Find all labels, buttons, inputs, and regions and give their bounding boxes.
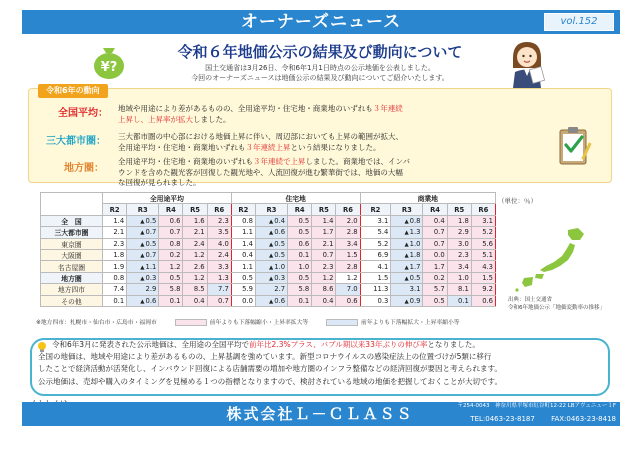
table-cell: 0.1 xyxy=(103,295,127,306)
region-text-line xyxy=(118,143,550,154)
table-cell: 0.2 xyxy=(423,272,447,283)
land-price-table xyxy=(40,192,496,307)
legend-label-decrease: 前年よりも下落幅拡大・上昇率縮小等 xyxy=(361,320,460,326)
table-year-header-cell: R5 xyxy=(447,204,471,215)
source-line: 令和6年地価公示「地価変動率の推移」 xyxy=(508,305,606,311)
table-cell: 2.8 xyxy=(336,227,360,238)
table-row-label: その他 xyxy=(41,295,103,306)
table-cell: ▲1.8 xyxy=(391,249,423,260)
negative-marker-icon: ▲ xyxy=(140,298,145,305)
japan-map-illustration xyxy=(512,226,592,292)
summary-line xyxy=(38,376,598,387)
table-cell: 1.5 xyxy=(336,249,360,260)
table-cell: 2.3 xyxy=(207,215,231,226)
table-cell: 1.5 xyxy=(360,272,391,283)
table-corner-cell xyxy=(41,193,103,216)
region-text-national xyxy=(118,104,550,125)
table-cell: 3.4 xyxy=(336,238,360,249)
table-year-header-cell: R6 xyxy=(471,204,495,215)
table-cell: 8.5 xyxy=(183,284,207,295)
table-cell: 0.8 xyxy=(159,238,183,249)
table-cell: 1.2 xyxy=(336,272,360,283)
summary-line xyxy=(52,339,592,350)
svg-text:¥?: ¥? xyxy=(100,60,118,75)
table-cell: 0.5 xyxy=(231,272,255,283)
region-text: 地域や用途により差があるものの、全用途平均・住宅地・商業地のいずれも xyxy=(118,104,373,113)
table-cell: 2.1 xyxy=(183,227,207,238)
legend-swatch-increase xyxy=(175,319,207,326)
table-cell: ▲0.5 xyxy=(255,249,287,260)
businesswoman-illustration xyxy=(505,38,549,88)
region-label-national: 全国平均： xyxy=(58,108,108,119)
table-row xyxy=(41,261,496,272)
region-text-local xyxy=(118,157,550,189)
region-text: 全用途平均・住宅地・商業地のいずれも xyxy=(118,157,253,166)
negative-marker-icon: ▲ xyxy=(140,275,145,282)
negative-marker-icon: ▲ xyxy=(404,264,409,271)
region-text-line xyxy=(118,132,550,143)
summary-text: 令和6年3月に発表された公示地価は、全用途の全国平均で xyxy=(52,340,250,349)
table-cell: 1.2 xyxy=(183,249,207,260)
table-cell: ▲0.4 xyxy=(255,215,287,226)
table-cell: 1.5 xyxy=(471,272,495,283)
table-cell: 5.8 xyxy=(159,284,183,295)
table-cell: 5.2 xyxy=(360,238,391,249)
table-cell: 3.1 xyxy=(391,284,423,295)
table-cell: 0.7 xyxy=(423,238,447,249)
table-year-header-cell: R3 xyxy=(391,204,423,215)
legend-label-increase: 前年よりも下落幅縮小・上昇率拡大等 xyxy=(209,320,309,326)
table-cell: ▲0.5 xyxy=(391,272,423,283)
negative-marker-icon: ▲ xyxy=(404,298,409,305)
region-text-line xyxy=(118,157,550,168)
negative-marker-icon: ▲ xyxy=(140,264,145,271)
table-cell: 0.1 xyxy=(288,249,312,260)
table-cell: ▲0.6 xyxy=(255,295,287,306)
table-cell: 0.4 xyxy=(231,249,255,260)
region-label-metro: 三大都市圏： xyxy=(46,136,106,147)
land-price-grid xyxy=(40,192,496,307)
table-row xyxy=(41,227,496,238)
table-row-label: 地方圏 xyxy=(41,272,103,283)
table-cell: 1.2 xyxy=(183,272,207,283)
section-tag: 令和6年の動向 xyxy=(38,84,108,98)
table-cell: ▲0.5 xyxy=(127,238,159,249)
table-cell: 2.1 xyxy=(103,227,127,238)
table-cell: 0.6 xyxy=(471,295,495,306)
table-cell: 0.1 xyxy=(159,295,183,306)
table-cell: 2.6 xyxy=(183,261,207,272)
table-cell: 1.2 xyxy=(159,261,183,272)
table-year-header-cell: R5 xyxy=(183,204,207,215)
table-cell: 0.5 xyxy=(288,215,312,226)
table-year-header-cell: R3 xyxy=(255,204,287,215)
table-cell: 0.0 xyxy=(423,249,447,260)
table-group-header-cell: 商業地 xyxy=(360,193,495,204)
table-row-label: 地方四市 xyxy=(41,284,103,295)
table-cell: ▲1.0 xyxy=(255,261,287,272)
negative-marker-icon: ▲ xyxy=(269,298,274,305)
table-cell: 1.8 xyxy=(447,215,471,226)
table-cell: 0.6 xyxy=(159,215,183,226)
negative-marker-icon: ▲ xyxy=(140,230,145,237)
region-text: しました。商業地では、インバ xyxy=(305,157,410,166)
table-cell: 9.2 xyxy=(471,284,495,295)
table-year-header-cell: R2 xyxy=(231,204,255,215)
table-cell: 7.0 xyxy=(336,284,360,295)
table-group-header-cell: 住宅地 xyxy=(231,193,360,204)
fax-number: FAX:0463-23-8418 xyxy=(551,415,616,423)
region-text-line xyxy=(118,168,550,179)
table-cell: 1.4 xyxy=(231,238,255,249)
region-text: という結果になりました。 xyxy=(290,142,381,152)
table-cell: 1.2 xyxy=(312,272,336,283)
table-cell: 1.4 xyxy=(103,215,127,226)
intro-line: 今回のオーナーズニュースは地価公示の結果及び動向についてご紹介いたします。 xyxy=(191,74,449,82)
table-cell: ▲0.5 xyxy=(127,215,159,226)
negative-marker-icon: ▲ xyxy=(404,253,409,260)
table-cell: 3.1 xyxy=(471,215,495,226)
table-cell: 0.6 xyxy=(288,238,312,249)
table-cell: 3.1 xyxy=(360,215,391,226)
table-cell: 1.9 xyxy=(103,261,127,272)
table-cell: ▲0.8 xyxy=(391,215,423,226)
table-cell: 0.4 xyxy=(183,295,207,306)
intro-text xyxy=(150,63,490,83)
table-cell: 0.7 xyxy=(423,227,447,238)
table-row-label: 名古屋圏 xyxy=(41,261,103,272)
table-cell: 2.4 xyxy=(207,249,231,260)
table-cell: 1.0 xyxy=(288,261,312,272)
region-text-line xyxy=(118,115,550,126)
region-highlight: ３年連続 xyxy=(372,104,403,113)
table-cell: 8.6 xyxy=(312,284,336,295)
table-cell: ▲0.3 xyxy=(127,272,159,283)
table-group-header xyxy=(41,193,496,204)
table-year-header-cell: R2 xyxy=(103,204,127,215)
clipboard-check-icon xyxy=(555,124,593,168)
table-year-header-cell: R4 xyxy=(159,204,183,215)
table-year-header-cell: R5 xyxy=(312,204,336,215)
table-cell: 1.3 xyxy=(207,272,231,283)
negative-marker-icon: ▲ xyxy=(269,241,274,248)
table-year-header xyxy=(41,204,496,215)
table-cell: 0.5 xyxy=(288,272,312,283)
yen-money-bag-icon xyxy=(90,42,128,80)
table-cell: 2.9 xyxy=(447,227,471,238)
table-cell: 3.4 xyxy=(447,261,471,272)
table-cell: 5.8 xyxy=(288,284,312,295)
table-cell: ▲1.0 xyxy=(391,238,423,249)
table-cell: 1.4 xyxy=(312,215,336,226)
summary-line xyxy=(38,363,598,374)
table-footnote xyxy=(36,319,506,328)
table-cell: ▲0.3 xyxy=(255,272,287,283)
table-cell: 4.1 xyxy=(360,261,391,272)
region-text-line xyxy=(118,104,550,115)
region-text: 三大都市圏の中心部における地価上昇に伴い、周辺部においても上昇の範囲が拡大、 xyxy=(118,132,403,141)
table-year-header-cell: R3 xyxy=(127,204,159,215)
table-cell: 0.7 xyxy=(312,249,336,260)
table-row-label: 全 国 xyxy=(41,215,103,226)
table-row-label: 三大都市圏 xyxy=(41,227,103,238)
negative-marker-icon: ▲ xyxy=(269,264,274,271)
table-cell: ▲0.5 xyxy=(255,238,287,249)
table-cell: ▲1.7 xyxy=(391,261,423,272)
table-cell: 1.8 xyxy=(103,249,127,260)
table-cell: 1.7 xyxy=(312,227,336,238)
table-cell: 3.5 xyxy=(207,227,231,238)
table-cell: 2.8 xyxy=(336,261,360,272)
table-cell: 5.7 xyxy=(423,284,447,295)
negative-marker-icon: ▲ xyxy=(269,230,274,237)
volume-badge: vol.152 xyxy=(544,13,614,31)
table-cell: 2.1 xyxy=(312,238,336,249)
region-text: な回復が見られました。 xyxy=(118,178,201,187)
table-cell: 2.9 xyxy=(127,284,159,295)
table-cell: ▲0.7 xyxy=(127,249,159,260)
negative-marker-icon: ▲ xyxy=(404,275,409,282)
intro-line: 国土交通省は3月26日、令和6年1月1日時点の公示地価を公表しました。 xyxy=(205,64,435,72)
table-year-header-cell: R4 xyxy=(423,204,447,215)
table-cell: 2.3 xyxy=(103,238,127,249)
table-cell: 0.0 xyxy=(231,295,255,306)
negative-marker-icon: ▲ xyxy=(140,253,145,260)
negative-marker-icon: ▲ xyxy=(269,253,274,260)
table-cell: 0.2 xyxy=(159,249,183,260)
table-year-header-cell: R2 xyxy=(360,204,391,215)
region-label-local: 地方圏： xyxy=(64,163,104,174)
negative-marker-icon: ▲ xyxy=(404,218,409,225)
source-note xyxy=(508,296,608,312)
summary-text: 公示地価は、売却や購入のタイミングを見極める１つの指標となりますので、検討されている地域の地価を把握しておくことが大切です。 xyxy=(38,377,502,386)
region-highlight: ３年連続上昇 xyxy=(245,142,291,152)
table-cell: 3.0 xyxy=(447,238,471,249)
table-cell: 5.1 xyxy=(471,249,495,260)
negative-marker-icon: ▲ xyxy=(269,218,274,225)
table-cell: 0.7 xyxy=(159,227,183,238)
table-cell: 0.1 xyxy=(447,295,471,306)
summary-highlight: 前年比2.3%プラス、バブル期以来33年ぶりの伸び率 xyxy=(249,340,428,349)
table-cell: 5.9 xyxy=(231,284,255,295)
table-cell: 0.3 xyxy=(360,295,391,306)
table-cell: 1.0 xyxy=(447,272,471,283)
table-row xyxy=(41,272,496,283)
table-group-header-cell: 全用途平均 xyxy=(103,193,232,204)
negative-marker-icon: ▲ xyxy=(140,218,145,225)
table-cell: ▲1.1 xyxy=(127,261,159,272)
table-cell: 6.9 xyxy=(360,249,391,260)
legend-swatch-decrease xyxy=(326,319,358,326)
table-cell: 0.1 xyxy=(288,295,312,306)
summary-text: となりました。 xyxy=(427,340,480,349)
summary-text: 全国の地価は、地域や用途により差があるものの、上昇基調を強めています。新型コロナウイルスの感染症法上の位置づけが5類に移行 xyxy=(38,352,492,361)
table-cell: ▲0.6 xyxy=(255,227,287,238)
negative-marker-icon: ▲ xyxy=(269,275,274,282)
phone-number[interactable]: TEL:0463-23-8187 xyxy=(470,415,535,423)
table-cell: 2.0 xyxy=(336,215,360,226)
table-cell: 0.8 xyxy=(103,272,127,283)
table-row xyxy=(41,238,496,249)
table-cell: 1.1 xyxy=(231,227,255,238)
table-year-header-cell: R6 xyxy=(207,204,231,215)
table-cell: 0.5 xyxy=(159,272,183,283)
page-title: 令和６年地価公示の結果及び動向について xyxy=(177,43,463,61)
region-text: しました。 xyxy=(193,114,231,124)
summary-text: したことで経済活動が活発化し、インバウンド回復による店舗需要の増加や地方圏のインフラ整備などの経済回復が要因と考えられます。 xyxy=(38,364,502,373)
table-cell: 2.3 xyxy=(447,249,471,260)
summary-line xyxy=(38,351,598,362)
table-row xyxy=(41,295,496,306)
table-cell: 5.6 xyxy=(471,238,495,249)
table-unit: （単位：％） xyxy=(498,197,537,205)
negative-marker-icon: ▲ xyxy=(404,230,409,237)
table-row-label: 大阪圏 xyxy=(41,249,103,260)
table-cell: 8.1 xyxy=(447,284,471,295)
table-cell: 1.1 xyxy=(231,261,255,272)
table-cell: 5.4 xyxy=(360,227,391,238)
table-cell: 0.4 xyxy=(423,215,447,226)
table-cell: 4.3 xyxy=(471,261,495,272)
table-row xyxy=(41,215,496,226)
region-highlight: ３年連続で上昇 xyxy=(253,157,306,166)
footnote-text: ※地方四市：札幌市・仙台市・広島市・福岡市 xyxy=(36,320,157,326)
source-line: 出典：国土交通省 xyxy=(508,297,553,303)
table-row xyxy=(41,284,496,295)
table-cell: ▲0.6 xyxy=(127,295,159,306)
table-cell: ▲0.9 xyxy=(391,295,423,306)
table-cell: 0.4 xyxy=(312,295,336,306)
contact-numbers xyxy=(380,414,616,424)
table-cell: 4.0 xyxy=(207,238,231,249)
table-cell: ▲1.3 xyxy=(391,227,423,238)
company-name: 株式会社Ｌ－ＣＬＡＳＳ xyxy=(226,405,414,423)
table-cell: 7.4 xyxy=(103,284,127,295)
table-cell: 5.2 xyxy=(471,227,495,238)
region-text-metro xyxy=(118,132,550,153)
table-cell: 7.7 xyxy=(207,284,231,295)
table-cell: 2.7 xyxy=(255,284,287,295)
table-cell: 0.5 xyxy=(288,227,312,238)
table-cell: 0.6 xyxy=(336,295,360,306)
negative-marker-icon: ▲ xyxy=(140,241,145,248)
table-cell: 0.7 xyxy=(207,295,231,306)
table-cell: 11.3 xyxy=(360,284,391,295)
table-cell: 2.3 xyxy=(312,261,336,272)
table-cell: 3.3 xyxy=(207,261,231,272)
region-text: ウンドを含めた観光客が回復した観光地や、人流回復が進む繁華街では、地価の大幅 xyxy=(118,167,403,177)
table-cell: ▲0.7 xyxy=(127,227,159,238)
negative-marker-icon: ▲ xyxy=(404,241,409,248)
table-row xyxy=(41,249,496,260)
newsletter-title: オーナーズニュース xyxy=(240,12,402,32)
company-address: 〒254-0043 神奈川県平塚市紅谷町12-22 LBアヴェニュー１F xyxy=(457,403,616,409)
table-body xyxy=(41,215,496,306)
region-text-line xyxy=(118,178,550,189)
region-text: 全用途平均・住宅地・商業地いずれも xyxy=(118,142,246,152)
table-year-header-cell: R4 xyxy=(288,204,312,215)
region-highlight: 上昇し、上昇率が拡大 xyxy=(118,114,193,124)
table-row-label: 東京圏 xyxy=(41,238,103,249)
table-cell: 0.5 xyxy=(423,295,447,306)
header-band xyxy=(22,10,620,34)
table-cell: 2.4 xyxy=(183,238,207,249)
table-cell: 1.7 xyxy=(423,261,447,272)
table-year-header-cell: R6 xyxy=(336,204,360,215)
table-cell: 0.8 xyxy=(231,215,255,226)
table-cell: 1.6 xyxy=(183,215,207,226)
